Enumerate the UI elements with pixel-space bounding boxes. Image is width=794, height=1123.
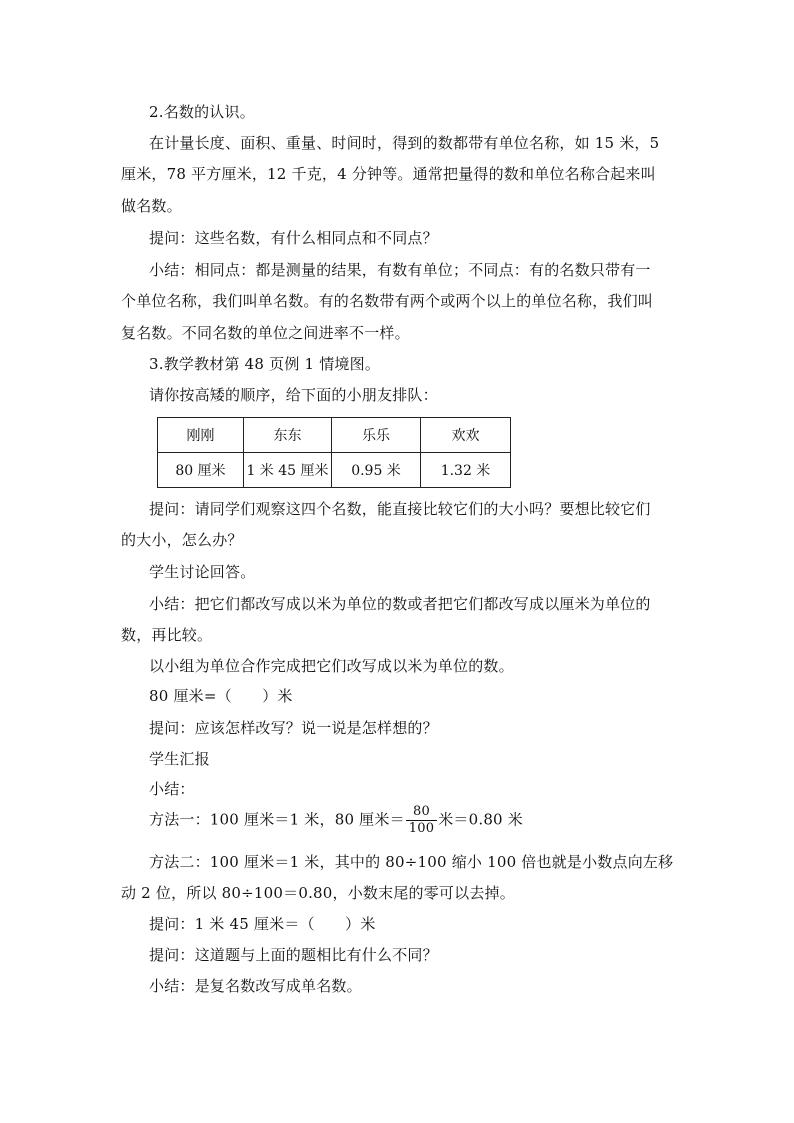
- student-report: 学生汇报: [149, 750, 210, 768]
- section2-paragraph-line2: 厘米，78 平方厘米，12 千克，4 分钟等。通常把量得的数和单位名称合起来叫: [121, 165, 656, 183]
- table-cell: 80 厘米: [158, 453, 244, 488]
- group-task: 以小组为单位合作完成把它们改写成以米为单位的数。: [149, 657, 514, 675]
- summary-compare-line2: 数，再比较。: [121, 626, 213, 644]
- section2-paragraph-line3: 做名数。: [121, 197, 182, 215]
- method-one-suffix: 米＝0.80 米: [438, 810, 523, 829]
- height-table: [157, 417, 511, 488]
- fraction-numerator: 80: [406, 804, 437, 821]
- fraction-80-over-100: [406, 804, 437, 837]
- question-difference: 提问：这道题与上面的题相比有什么不同？: [149, 946, 438, 964]
- section2-heading: 2.名数的认识。: [149, 103, 255, 121]
- method-one: [149, 804, 523, 837]
- exercise-1m45cm: 提问：1 米 45 厘米＝（ ）米: [149, 915, 376, 933]
- summary-label: 小结：: [149, 780, 195, 798]
- table-cell: 1.32 米: [421, 453, 511, 488]
- question-compare-line1: 提问：请同学们观察这四个名数，能直接比较它们的大小吗？要想比较它们: [149, 500, 651, 518]
- section2-summary-line2: 个单位名称，我们叫单名数。有的名数带有两个或两个以上的单位名称，我们叫: [121, 292, 654, 310]
- method-two-line1: 方法二：100 厘米＝1 米，其中的 80÷100 缩小 100 倍也就是小数点向左移: [149, 853, 674, 871]
- table-cell: 刚刚: [158, 418, 244, 453]
- section2-summary-line3: 复名数。不同名数的单位之间进率不一样。: [121, 324, 410, 342]
- table-cell: 0.95 米: [332, 453, 421, 488]
- table-cell: 欢欢: [421, 418, 511, 453]
- table-cell: 1 米 45 厘米: [244, 453, 332, 488]
- table-row-names: [158, 418, 511, 453]
- student-discussion: 学生讨论回答。: [149, 563, 256, 581]
- question-compare-line2: 的大小，怎么办？: [121, 531, 243, 549]
- summary-compound-to-simple: 小结：是复名数改写成单名数。: [149, 977, 362, 995]
- fraction-denominator: 100: [408, 821, 435, 836]
- table-cell: 东东: [244, 418, 332, 453]
- section2-question: 提问：这些名数，有什么相同点和不同点？: [149, 229, 438, 247]
- question-how-convert: 提问：应该怎样改写？说一说是怎样想的？: [149, 719, 438, 737]
- table-row-heights: [158, 453, 511, 488]
- exercise-80cm: 80 厘米=（ ）米: [149, 687, 293, 705]
- method-two-line2: 动 2 位，所以 80÷100＝0.80，小数末尾的零可以去掉。: [121, 884, 515, 902]
- table-cell: 乐乐: [332, 418, 421, 453]
- section2-paragraph-line1: 在计量长度、面积、重量、时间时，得到的数都带有单位名称，如 15 米，5: [149, 134, 660, 152]
- section3-instruction: 请你按高矮的顺序，给下面的小朋友排队：: [149, 386, 438, 404]
- method-one-prefix: 方法一：100 厘米＝1 米，80 厘米＝: [149, 810, 405, 829]
- summary-compare-line1: 小结：把它们都改写成以米为单位的数或者把它们都改写成以厘米为单位的: [149, 595, 651, 613]
- section3-heading: 3.教学教材第 48 页例 1 情境图。: [149, 355, 381, 373]
- section2-summary-line1: 小结：相同点：都是测量的结果，有数有单位；不同点：有的名数只带有一: [149, 261, 651, 279]
